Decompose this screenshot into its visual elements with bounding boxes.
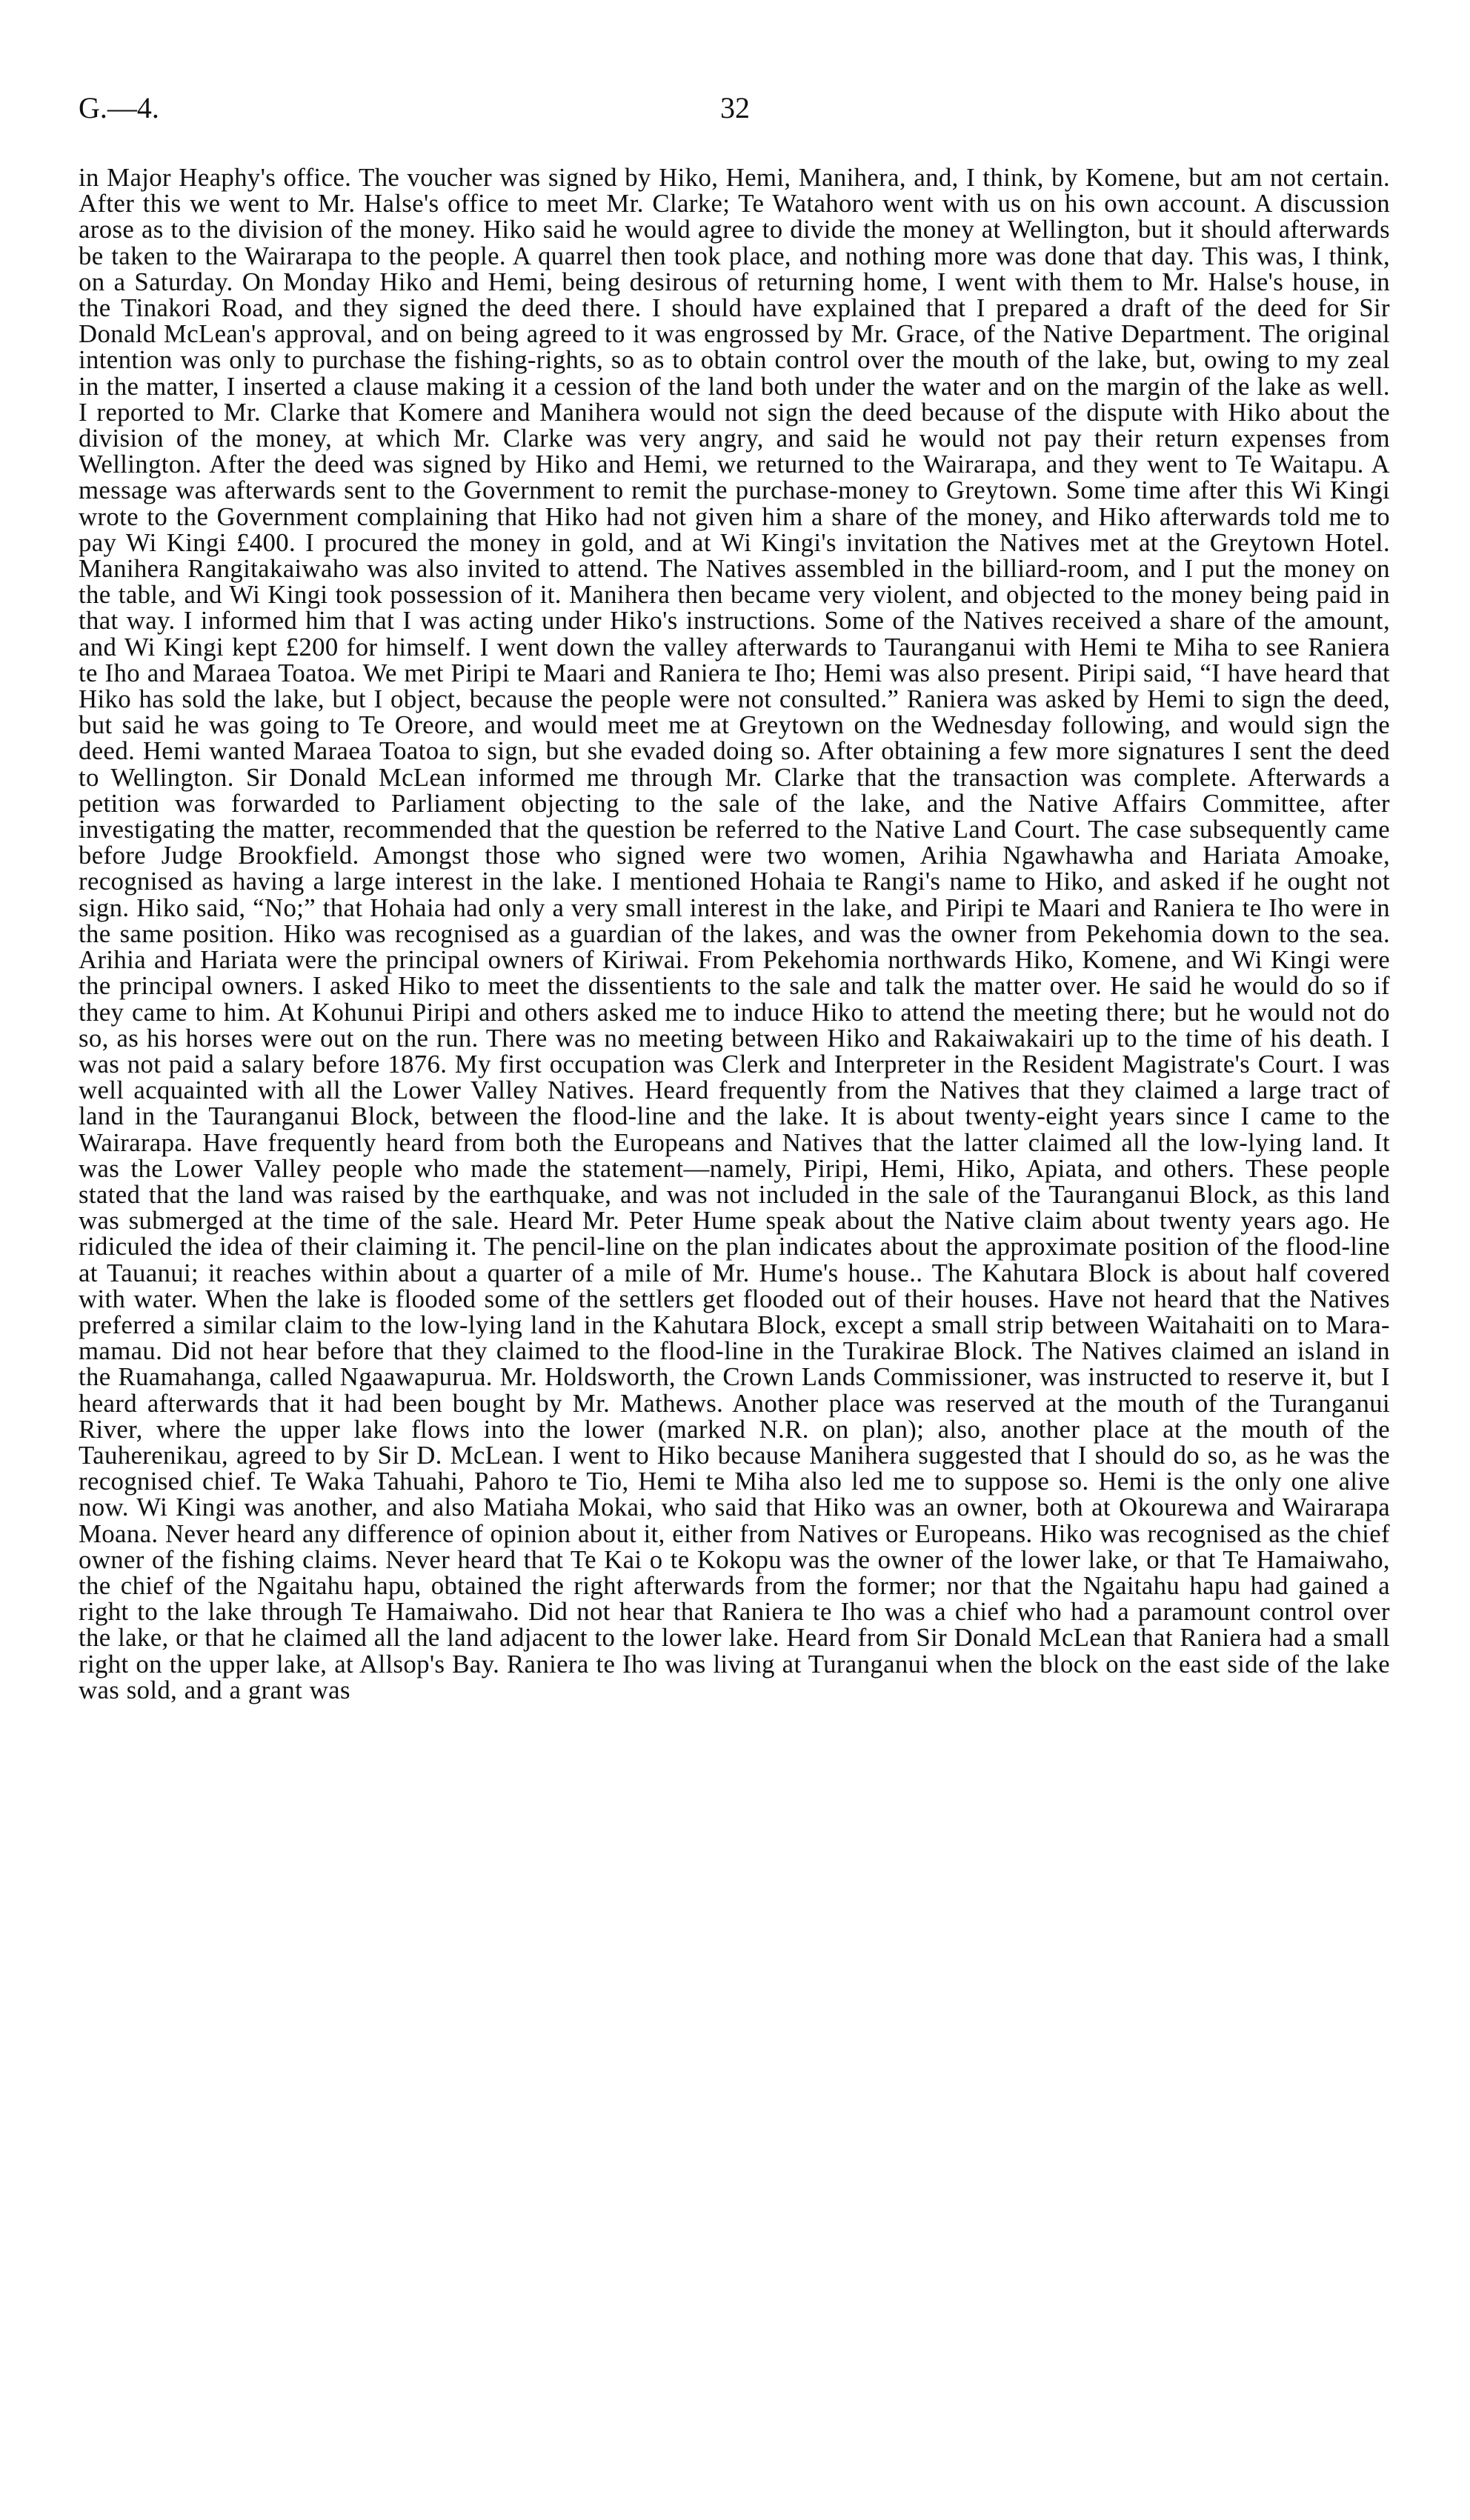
page-number: 32 (720, 91, 750, 124)
document-reference: G.—4. (79, 91, 159, 124)
body-paragraph: in Major Heaphy's office. The voucher was signed by Hiko, Hemi, Manihera, and, I think, by Komene, but am not certain. After this we went to Mr. Halse's office to meet Mr. Clarke; Te Watahoro went with us on his own account. A discussion arose as to the division of the money. Hiko said he would agree to divide the money at Wellington, but it should afterwards be taken to the Wairarapa to the people. A quarrel then took place, and nothing more was done that day. This was, I think, on a Saturday. On Monday Hiko and Hemi, being desirous of returning home, I went with them to Mr. Halse's house, in the Tinakori Road, and they signed the deed there. I should have explained that I prepared a draft of the deed for Sir Donald McLean's approval, and on being agreed to it was engrossed by Mr. Grace, of the Native Department. The original intention was only to purchase the fishing-rights, so as to obtain control over the mouth of the lake, but, owing to my zeal in the matter, I inserted a clause making it a cession of the land both under the water and on the margin of the lake as well. I reported to Mr. Clarke that Komere and Manihera would not sign the deed because of the dispute with Hiko about the division of the money, at which Mr. Clarke was very angry, and said he would not pay their return expenses from Wellington. After the deed was signed by Hiko and Hemi, we returned to the Wairarapa, and they went to Te Waitapu. A message was afterwards sent to the Government to remit the purchase-money to Greytown. Some time after this Wi Kingi wrote to the Government complaining that Hiko had not given him a share of the money, and Hiko afterwards told me to pay Wi Kingi £400. I procured the money in gold, and at Wi Kingi's invitation the Natives met at the Greytown Hotel. Manihera Rangitakaiwaho was also invited to attend. The Natives assembled in the billiard-room, and I put the money on the table, and Wi Kingi took possession of it. Manihera then became very violent, and objected to the money being paid in that way. I informed him that I was acting under Hiko's instructions. Some of the Natives received a share of the amount, and Wi Kingi kept £200 for himself. I went down the valley afterwards to Tauranganui with Hemi te Miha to see Raniera te Iho and Maraea Toatoa. We met Piripi te Maari and Raniera te Iho; Hemi was also present. Piripi said, “I have heard that Hiko has sold the lake, but I object, because the people were not consulted.” Raniera was asked by Hemi to sign the deed, but said he was going to Te Oreore, and would meet me at Greytown on the Wednesday following, and would sign the deed. Hemi wanted Maraea Toatoa to sign, but she evaded doing so. After obtaining a few more signatures I sent the deed to Wellington. Sir Donald McLean informed me through Mr. Clarke that the transaction was complete. Afterwards a petition was forwarded to Parliament objecting to the sale of the lake, and the Native Affairs Committee, after investigating the matter, recommended that the question be referred to the Native Land Court. The case subsequently came before Judge Brookfield. Amongst those who signed were two women, Arihia Ngawhawha and Hariata Amoake, recognised as having a large interest in the lake. I mentioned Hohaia te Rangi's name to Hiko, and asked if he ought not sign. Hiko said, “No;” that Hohaia had only a very small interest in the lake, and Piripi te Maari and Raniera te Iho were in the same position. Hiko was recognised as a guardian of the lakes, and was the owner from Pekehomia down to the sea. Arihia and Hariata were the principal owners of Kiriwai. From Pekehomia northwards Hiko, Komene, and Wi Kingi were the principal owners. I asked Hiko to meet the dissentients to the sale and talk the matter over. He said he would do so if they came to him. At Kohunui Piripi and others asked me to induce Hiko to attend the meeting there; but he would not do so, as his horses were out on the run. There was no meeting between Hiko and Rakaiwakairi up to the time of his death. I was not paid a salary before 1876. My first occupation was Clerk and Interpreter in the Resident Magistrate's Court. I was well acquainted with all the Lower Valley Natives. Heard frequently from the Natives that they claimed a large tract of land in the Tauranganui Block, between the flood-line and the lake. It is about twenty-eight years since I came to the Wairarapa. Have frequently heard from both the Europeans and Natives that the latter claimed all the low-lying land. It was the Lower Valley people who made the statement—namely, Piripi, Hemi, Hiko, Apiata, and others. These people stated that the land was raised by the earthquake, and was not included in the sale of the Tauranganui Block, as this land was submerged at the time of the sale. Heard Mr. Peter Hume speak about the Native claim about twenty years ago. He ridiculed the idea of their claiming it. The pencil-line on the plan indicates about the approximate position of the flood-line at Tauanui; it reaches within about a quarter of a mile of Mr. Hume's house.. The Kahutara Block is about half covered with water. When the lake is flooded some of the settlers get flooded out of their houses. Have not heard that the Natives preferred a similar claim to the low-lying land in the Kahutara Block, except a small strip between Waitahaiti on to Mara-mamau. Did not hear before that they claimed to the flood-line in the Turakirae Block. The Natives claimed an island in the Ruamahanga, called Ngaawapurua. Mr. Holdsworth, the Crown Lands Commissioner, was instructed to reserve it, but I heard afterwards that it had been bought by Mr. Mathews. Another place was reserved at the mouth of the Turanganui River, where the upper lake flows into the lower (marked N.R. on plan); also, another place at the mouth of the Tauherenikau, agreed to by Sir D. McLean. I went to Hiko because Manihera suggested that I should do so, as he was the recognised chief. Te Waka Tahuahi, Pahoro te Tio, Hemi te Miha also led me to suppose so. Hemi is the only one alive now. Wi Kingi was another, and also Matiaha Mokai, who said that Hiko was an owner, both at Okourewa and Wairarapa Moana. Never heard any difference of opinion about it, either from Natives or Europeans. Hiko was recognised as the chief owner of the fishing claims. Never heard that Te Kai o te Kokopu was the owner of the lower lake, or that Te Hamaiwaho, the chief of the Ngaitahu hapu, obtained the right afterwards from the former; nor that the Ngaitahu hapu had gained a right to the lake through Te Hamaiwaho. Did not hear that Raniera te Iho was a chief who had a paramount control over the lake, or that he claimed all the land adjacent to the lower lake. Heard from Sir Donald McLean that Raniera had a small right on the upper lake, at Allsop's Bay. Raniera te Iho was living at Turanganui when the block on the east side of the lake was sold, and a grant was (79, 163, 1390, 1704)
page-header (79, 90, 1391, 135)
